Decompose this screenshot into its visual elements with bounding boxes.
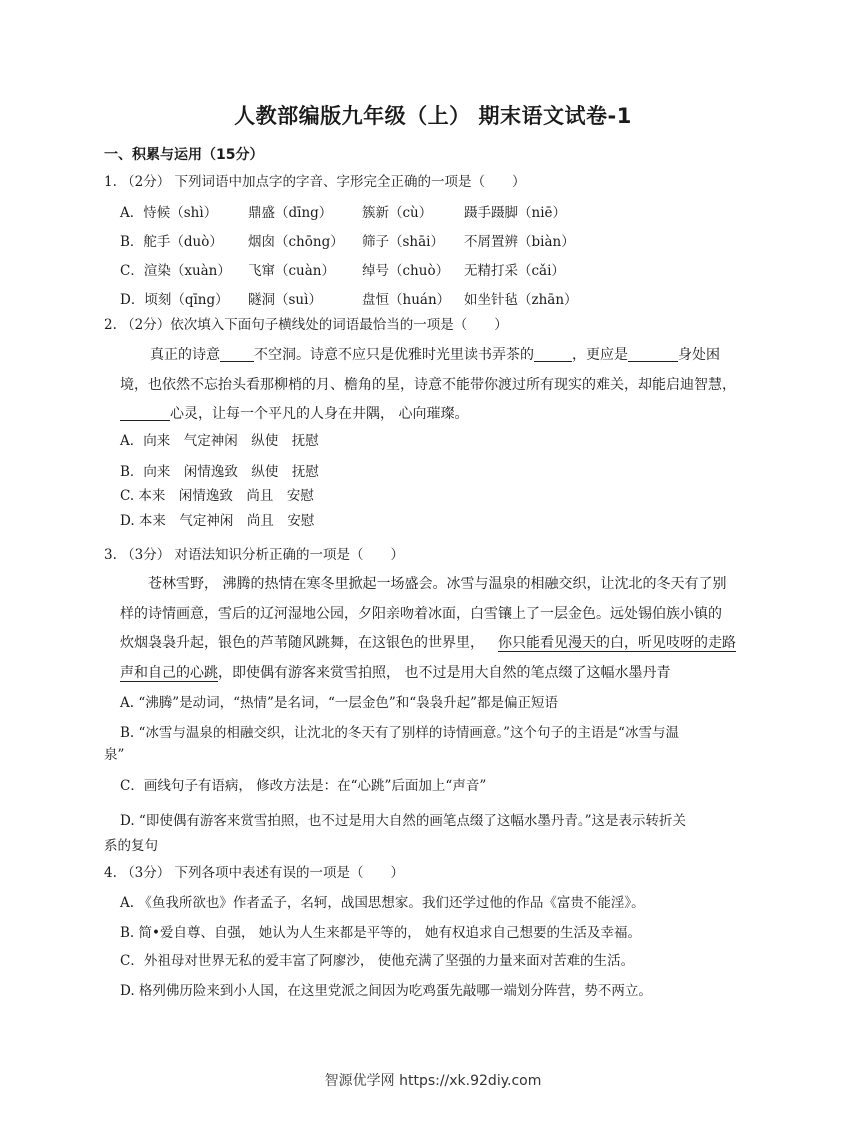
word-with-pinyin: C．渲染（xuàn） — [120, 263, 231, 279]
question-2-stem: 2. （2分）依次填入下面句子横线处的词语最恰当的一项是（ ） — [104, 317, 508, 333]
question-3-option-d-line-1: D. “即使偶有游客来赏雪拍照，也不过是用大自然的画笔点缀了这幅水墨丹青。”这是表示转折关 — [120, 813, 686, 829]
question-4-option-d: D. 格列佛历险来到小人国，在这里党派之间因为吃鸡蛋先敲哪一端划分阵营，势不两立。 — [120, 983, 652, 999]
word-with-pinyin: 不屑置辨（biàn） — [464, 234, 575, 250]
underlined-sentence: 声和自己的心跳 — [120, 665, 218, 681]
fill-blank — [120, 404, 170, 421]
word-with-pinyin: 盘恒（huán） — [362, 292, 451, 308]
fill-blank — [534, 345, 572, 362]
word-with-pinyin: 飞窜（cuàn） — [248, 263, 335, 279]
word-with-pinyin: 筛子（shāi） — [362, 234, 444, 250]
question-3-passage-line-2: 样的诗情画意，雪后的辽河湿地公园，夕阳亲吻着冰面，白雪镶上了一层金色。远处锡伯族小镇的 — [120, 606, 722, 622]
question-2-option-c: C. 本来 闲情逸致 尚且 安慰 — [120, 488, 314, 504]
section-heading: 一、积累与运用（15分） — [104, 147, 264, 163]
question-4-option-a: A. 《鱼我所欲也》作者孟子，名轲，战国思想家。我们还学过他的作品《富贵不能淫》。 — [120, 895, 645, 911]
underlined-sentence: 你只能看见漫天的白，听见吱呀的走路 — [498, 635, 736, 651]
question-3-passage-line-4 — [120, 662, 670, 684]
question-2-passage-line-3 — [120, 403, 468, 425]
word-with-pinyin: D．顷刻（qīng） — [120, 292, 229, 308]
passage-text: 不空洞。诗意不应只是优雅时光里读书弄茶的 — [254, 347, 534, 363]
passage-text: 真正的诗意 — [150, 347, 220, 363]
question-2-passage-line-1 — [150, 344, 720, 366]
question-3-option-c: C．画线句子有语病， 修改方法是：在“心跳”后面加上“声音” — [120, 778, 487, 794]
word-with-pinyin: 鼎盛（dīng） — [248, 205, 333, 221]
word-with-pinyin: B．舵手（duò） — [120, 234, 223, 250]
passage-text: ，更应是 — [572, 347, 628, 363]
passage-text: 身处困 — [678, 347, 720, 363]
question-2-option-a: A．向来 气定神闲 纵使 抚慰 — [120, 433, 319, 449]
question-2-passage-line-2: 境，也依然不忘抬头看那柳梢的月、檐角的星，诗意不能带你渡过所有现实的难关，却能启迪智慧， — [120, 377, 736, 393]
fill-blank — [628, 345, 678, 362]
question-3-option-d-line-2: 系的复句 — [104, 838, 158, 854]
passage-text: 心灵，让每一个平凡的人身在井隅， 心向璀璨。 — [170, 406, 469, 422]
question-3-option-b-line-2: 泉” — [104, 747, 125, 763]
question-3-passage-line-3 — [120, 632, 736, 654]
word-with-pinyin: 无精打采（cǎi） — [464, 263, 565, 279]
passage-text: 炊烟袅袅升起，银色的芦苇随风跳舞，在这银色的世界里， — [120, 635, 484, 651]
question-4-option-c: C．外祖母对世界无私的爱丰富了阿廖沙， 使他充满了坚强的力量来面对苦难的生活。 — [120, 953, 635, 969]
word-with-pinyin: 隧洞（suì） — [248, 292, 322, 308]
question-3-stem: 3. （3分） 对语法知识分析正确的一项是（ ） — [104, 547, 405, 563]
question-4-stem: 4. （3分） 下列各项中表述有误的一项是（ ） — [104, 865, 405, 881]
question-3-option-b-line-1: B. “冰雪与温泉的相融交织，让沈北的冬天有了别样的诗情画意。”这个句子的主语是“冰雪与温 — [120, 725, 679, 741]
passage-text: ，即使偶有游客来赏雪拍照， 也不过是用大自然的笔点缀了这幅水墨丹青 — [218, 665, 671, 681]
word-with-pinyin: 如坐针毡（zhān） — [464, 292, 578, 308]
word-with-pinyin: A．恃候（shì） — [120, 205, 218, 221]
fill-blank — [220, 345, 254, 362]
question-2-option-b: B．向来 闲情逸致 纵使 抚慰 — [120, 464, 319, 480]
question-4-option-b: B. 简•爱自尊、自强， 她认为人生来都是平等的， 她有权追求自己想要的生活及幸福。 — [120, 925, 642, 941]
word-with-pinyin: 蹑手蹑脚（niē） — [464, 205, 567, 221]
word-with-pinyin: 簇新（cù） — [362, 205, 433, 221]
question-3-passage-line-1: 苍林雪野， 沸腾的热情在寒冬里掀起一场盛会。冰雪与温泉的相融交织，让沈北的冬天有了别 — [148, 576, 727, 592]
question-3-option-a: A. “沸腾”是动词，“热情”是名词，“一层金色”和“袅袅升起”都是偏正短语 — [120, 695, 559, 711]
word-with-pinyin: 烟囱（chōng） — [248, 234, 344, 250]
page-title: 人教部编版九年级（上） 期末语文试卷-1 — [234, 104, 632, 128]
question-1-stem: 1. （2分） 下列词语中加点字的字音、字形完全正确的一项是（ ） — [104, 174, 526, 190]
question-2-option-d: D. 本来 气定神闲 尚且 安慰 — [120, 513, 315, 529]
word-with-pinyin: 绰号（chuò） — [362, 263, 450, 279]
footer-watermark: 智源优学网 https://xk.92diy.com — [324, 1073, 542, 1089]
